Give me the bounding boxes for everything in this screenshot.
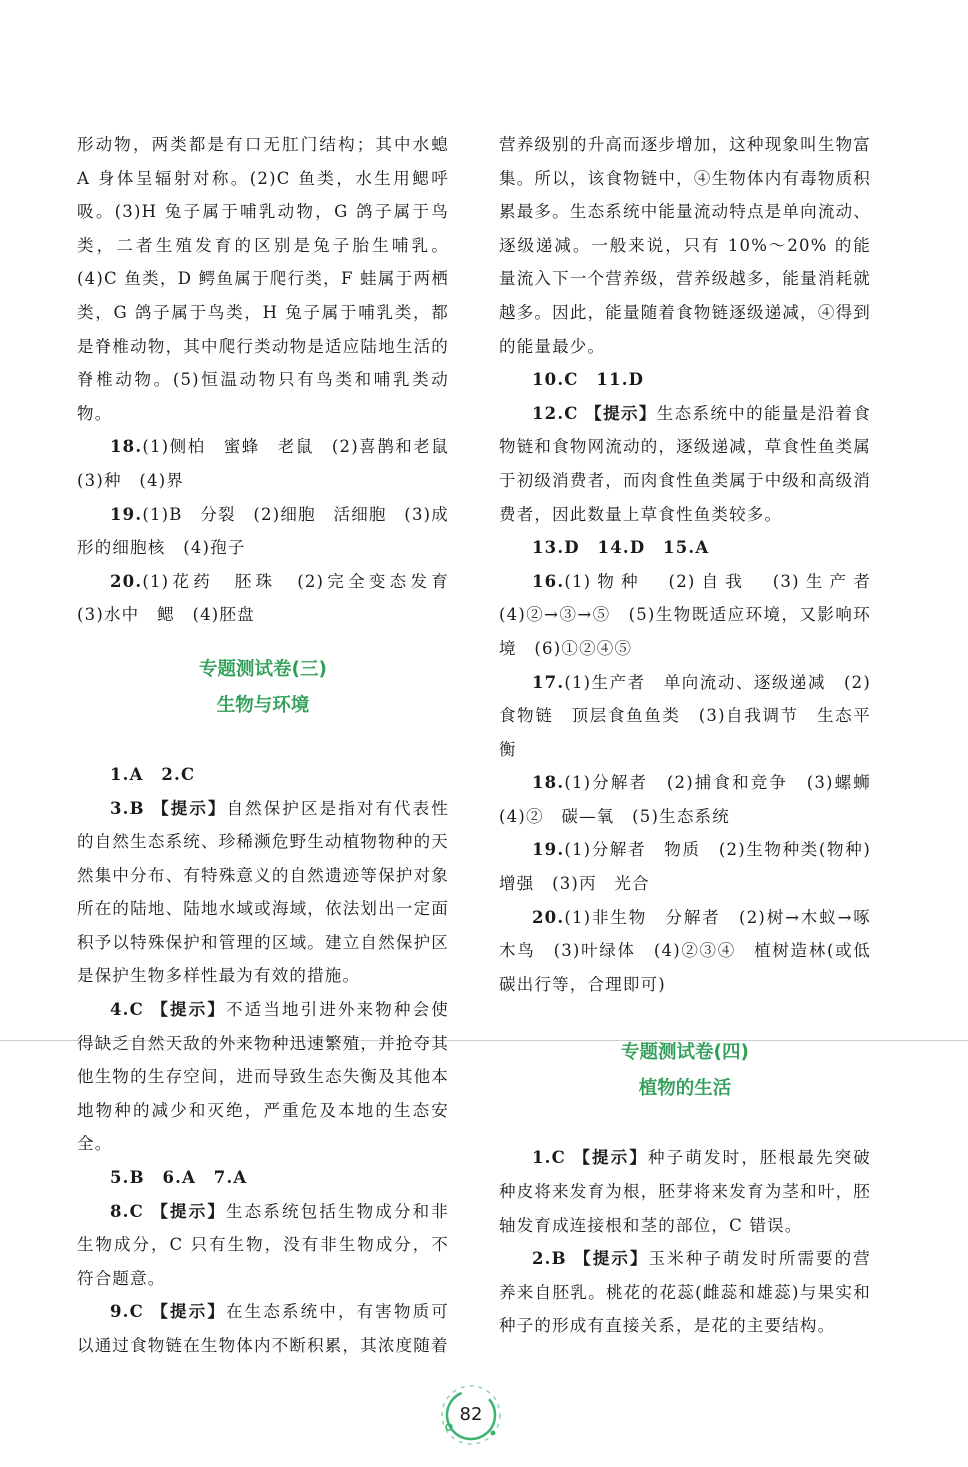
answer-text: 自然保护区是指对有代表性的自然生态系统、珍稀濒危野生动植物物种的天然集中分布、有特殊意义的自然遗迹等保护对象所在的陆地、陆地水域或海域，依法划出一定面积予以特殊保护和管理的区域。建立自然保护区是保护生物多样性最为有效的措施。 <box>77 798 449 986</box>
answer-text: (1)物种 (2)自我 (3)生产者 (4)②→③→⑤ (5)生物既适应环境，又影响环境 (6)①②④⑤ <box>499 571 889 658</box>
answer-2 <box>499 1242 871 1343</box>
hint-label: 【提示】 <box>573 1148 649 1168</box>
answer-number: 18. <box>532 773 565 793</box>
section-title: 专题测试卷(四) <box>621 1042 749 1064</box>
answer-number: 4.C <box>110 1000 144 1020</box>
hint-label: 【提示】 <box>151 1201 227 1221</box>
answer-19 <box>499 833 889 900</box>
answer-18 <box>499 766 889 833</box>
answer-text: 种子萌发时，胚根最先突破种皮将来发育为根，胚芽将来发育为茎和叶，胚轴发育成连接根和茎的部位，C 错误。 <box>499 1148 871 1235</box>
continued-answer-paragraph: 形动物，两类都是有口无肛门结构；其中水螅 A 身体呈辐射对称。(2)C 鱼类，水生用鳃呼吸。(3)H 兔子属于哺乳动物，G 鸽子属于鸟类，二者生殖发育的区别是兔子胎生哺乳。(4)C 鱼类，D 鳄鱼属于爬行类，F 蛙属于两栖类，G 鸽子属于鸟类，H 兔子属于哺乳类，都是脊椎动物，其中爬行类动物是适应陆地生活的脊椎动物。(5)恒温动物只有鸟类和哺乳类动物。 <box>77 135 449 423</box>
hint-label: 【提示】 <box>585 403 657 423</box>
answer-number: 13.D 14.D 15.A <box>532 538 710 558</box>
answer-text: (1)非生物 分解者 (2)树→木蚁→啄木鸟 (3)叶绿体 (4)②③④ 植树造林(或低碳出行等，合理即可) <box>499 907 871 994</box>
answers-10-11 <box>499 363 871 397</box>
right-column <box>499 128 889 1343</box>
answer-3 <box>77 792 449 994</box>
answer-number: 3.B <box>110 798 145 818</box>
section-title: 专题测试卷(三) <box>199 658 327 680</box>
answer-20 <box>499 901 871 1002</box>
answer-number: 17. <box>532 672 565 692</box>
answer-text: 在生态系统中，有害物质可以通过食物链在生物体内不断积累，其浓度随着 <box>77 1302 449 1355</box>
answer-number: 12.C <box>532 403 579 423</box>
answer-18 <box>77 430 467 497</box>
answer-4 <box>77 993 449 1161</box>
answer-number: 9.C <box>110 1302 144 1322</box>
answers-13-15 <box>499 531 871 565</box>
answer-number: 20. <box>110 571 143 591</box>
section-subtitle: 生物与环境 <box>216 694 310 716</box>
answer-9 <box>77 1295 449 1362</box>
answers-1-2 <box>77 758 449 792</box>
answer-text: (1)生产者 单向流动、逐级递减 (2)食物链 顶层食鱼鱼类 (3)自我调节 生态平衡 <box>499 672 871 759</box>
hint-label: 【提示】 <box>151 1302 227 1322</box>
left-column <box>77 128 467 1363</box>
answers-5-7 <box>77 1161 449 1195</box>
answer-number: 1.C <box>532 1148 566 1168</box>
answer-text: 不适当地引进外来物种会使得缺乏自然天敌的外来物种迅速繁殖，并抢夺其他生物的生存空间，进而导致生态失衡及其他本地物种的减少和灭绝，严重危及本地的生态安全。 <box>77 1000 449 1154</box>
answer-number: 5.B 6.A 7.A <box>110 1168 248 1188</box>
answer-number: 10.C 11.D <box>532 370 645 390</box>
answer-number: 20. <box>532 907 565 927</box>
hint-label: 【提示】 <box>574 1249 649 1269</box>
answer-text: (1)分解者 (2)捕食和竞争 (3)螺蛳 (4)② 碳—氧 (5)生态系统 <box>499 773 889 826</box>
answer-number: 19. <box>110 504 143 524</box>
answer-20 <box>77 565 467 632</box>
answer-1 <box>499 1141 871 1242</box>
answer-16 <box>499 565 889 666</box>
section-subtitle: 植物的生活 <box>638 1078 732 1100</box>
answer-text: (1)花药 胚珠 (2)完全变态发育 (3)水中 鳃 (4)胚盘 <box>77 571 467 625</box>
answer-number: 8.C <box>110 1201 144 1221</box>
hint-label: 【提示】 <box>151 1000 227 1020</box>
answer-text: (1)分解者 物质 (2)生物种类(物种) 增强 (3)丙 光合 <box>499 840 889 894</box>
answer-17 <box>499 666 871 767</box>
page-number-text: 82 <box>459 1404 483 1425</box>
answer-text: (1)侧柏 蜜蜂 老鼠 (2)喜鹊和老鼠 (3)种 (4)界 <box>77 437 467 490</box>
answer-text: (1)B 分裂 (2)细胞 活细胞 (3)成形的细胞核 (4)孢子 <box>77 504 449 558</box>
answer-19 <box>77 498 449 565</box>
continued-answer-paragraph: 营养级别的升高而逐步增加，这种现象叫生物富集。所以，该食物链中，④生物体内有毒物质积累最多。生态系统中能量流动特点是单向流动、逐级递减。一般来说，只有 10%～20% 的能量流入下一个营养级，营养级越多，能量消耗就越多。因此，能量随着食物链逐级递减，④得到的能量最少。 <box>499 135 871 356</box>
answer-text: 玉米种子萌发时所需要的营养来自胚乳。桃花的花蕊(雌蕊和雄蕊)与果实和种子的形成有直接关系，是花的主要结构。 <box>499 1249 871 1336</box>
answer-12 <box>499 397 871 531</box>
answer-number: 16. <box>532 571 565 591</box>
answer-number: 19. <box>532 840 565 860</box>
page-number <box>439 1383 503 1447</box>
answer-number: 2.B <box>532 1249 567 1269</box>
answer-text: 生态系统包括生物成分和非生物成分，C 只有生物，没有非生物成分，不符合题意。 <box>77 1201 449 1288</box>
answer-number: 1.A 2.C <box>110 764 196 784</box>
answer-text: 生态系统中的能量是沿着食物链和食物网流动的，逐级递减，草食性鱼类属于初级消费者，而肉食性鱼类属于中级和高级消费者，因此数量上草食性鱼类较多。 <box>499 403 871 524</box>
answer-8 <box>77 1195 449 1296</box>
hint-label: 【提示】 <box>152 798 227 818</box>
answer-number: 18. <box>110 437 143 457</box>
